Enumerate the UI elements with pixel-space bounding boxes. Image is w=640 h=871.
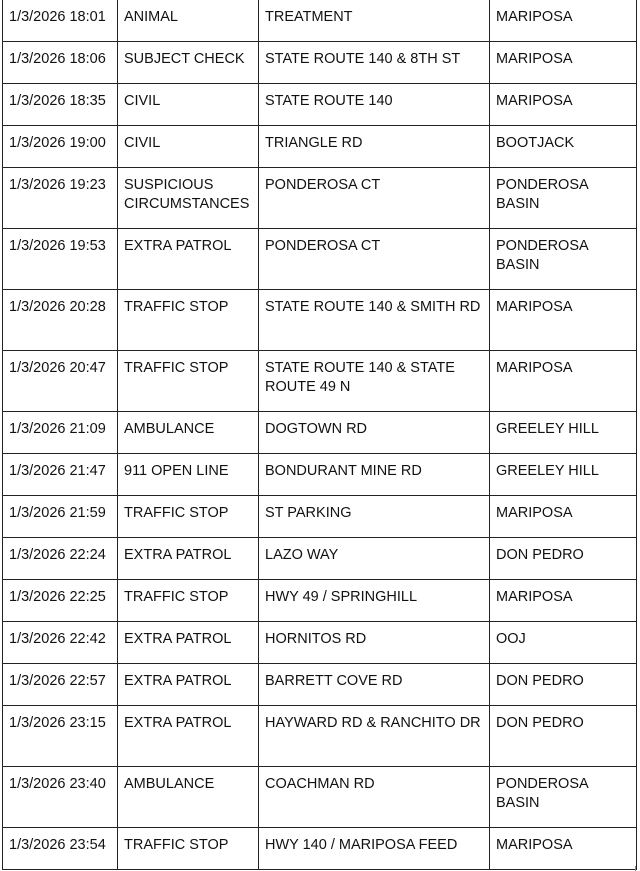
area-cell: MARIPOSA [490, 351, 637, 412]
table-row [3, 290, 637, 351]
table-row [3, 767, 637, 828]
location-cell: BONDURANT MINE RD [259, 454, 490, 496]
call-type-cell: TRAFFIC STOP [118, 828, 259, 870]
call-type-cell: TRAFFIC STOP [118, 496, 259, 538]
call-type-cell: EXTRA PATROL [118, 622, 259, 664]
datetime-cell: 1/3/2026 18:35 [3, 84, 118, 126]
call-type-cell: EXTRA PATROL [118, 706, 259, 767]
area-cell: MARIPOSA [490, 0, 637, 42]
table-row [3, 412, 637, 454]
table-row [3, 622, 637, 664]
call-type-cell: CIVIL [118, 126, 259, 168]
table-row [3, 580, 637, 622]
area-cell: DON PEDRO [490, 538, 637, 580]
area-cell: BOOTJACK [490, 126, 637, 168]
location-cell: TREATMENT [259, 0, 490, 42]
datetime-cell: 1/3/2026 23:54 [3, 828, 118, 870]
datetime-cell: 1/3/2026 19:23 [3, 168, 118, 229]
call-type-cell: AMBULANCE [118, 412, 259, 454]
area-cell: MARIPOSA [490, 290, 637, 351]
location-cell: BARRETT COVE RD [259, 664, 490, 706]
table-row [3, 0, 637, 42]
table-row [3, 496, 637, 538]
datetime-cell: 1/3/2026 23:40 [3, 767, 118, 828]
table-row [3, 454, 637, 496]
table-row [3, 828, 637, 870]
call-type-cell: TRAFFIC STOP [118, 580, 259, 622]
location-cell: LAZO WAY [259, 538, 490, 580]
location-cell: TRIANGLE RD [259, 126, 490, 168]
area-cell: MARIPOSA [490, 84, 637, 126]
datetime-cell: 1/3/2026 18:06 [3, 42, 118, 84]
table-row [3, 126, 637, 168]
call-log-table [2, 0, 637, 870]
table-row [3, 42, 637, 84]
table-row [3, 229, 637, 290]
location-cell: STATE ROUTE 140 & 8TH ST [259, 42, 490, 84]
call-type-cell: 911 OPEN LINE [118, 454, 259, 496]
table-row [3, 84, 637, 126]
area-cell: MARIPOSA [490, 828, 637, 870]
table-row [3, 168, 637, 229]
location-cell: STATE ROUTE 140 & SMITH RD [259, 290, 490, 351]
table-row [3, 664, 637, 706]
datetime-cell: 1/3/2026 21:59 [3, 496, 118, 538]
location-cell: HORNITOS RD [259, 622, 490, 664]
area-cell: MARIPOSA [490, 580, 637, 622]
datetime-cell: 1/3/2026 22:42 [3, 622, 118, 664]
location-cell: STATE ROUTE 140 [259, 84, 490, 126]
area-cell: PONDEROSA BASIN [490, 229, 637, 290]
location-cell: STATE ROUTE 140 & STATE ROUTE 49 N [259, 351, 490, 412]
location-cell: PONDEROSA CT [259, 229, 490, 290]
datetime-cell: 1/3/2026 20:47 [3, 351, 118, 412]
area-cell: MARIPOSA [490, 496, 637, 538]
location-cell: HWY 49 / SPRINGHILL [259, 580, 490, 622]
datetime-cell: 1/3/2026 21:09 [3, 412, 118, 454]
datetime-cell: 1/3/2026 19:53 [3, 229, 118, 290]
location-cell: COACHMAN RD [259, 767, 490, 828]
call-type-cell: TRAFFIC STOP [118, 290, 259, 351]
datetime-cell: 1/3/2026 19:00 [3, 126, 118, 168]
table-row [3, 538, 637, 580]
call-type-cell: SUBJECT CHECK [118, 42, 259, 84]
table-row [3, 706, 637, 767]
datetime-cell: 1/3/2026 21:47 [3, 454, 118, 496]
area-cell: DON PEDRO [490, 664, 637, 706]
area-cell: OOJ [490, 622, 637, 664]
area-cell: PONDEROSA BASIN [490, 168, 637, 229]
location-cell: PONDEROSA CT [259, 168, 490, 229]
location-cell: DOGTOWN RD [259, 412, 490, 454]
table-row [3, 351, 637, 412]
page-corner-mark [635, 866, 639, 871]
call-type-cell: EXTRA PATROL [118, 664, 259, 706]
call-log-body [3, 0, 637, 870]
datetime-cell: 1/3/2026 22:25 [3, 580, 118, 622]
call-type-cell: TRAFFIC STOP [118, 351, 259, 412]
call-type-cell: EXTRA PATROL [118, 538, 259, 580]
location-cell: ST PARKING [259, 496, 490, 538]
datetime-cell: 1/3/2026 22:24 [3, 538, 118, 580]
area-cell: MARIPOSA [490, 42, 637, 84]
area-cell: GREELEY HILL [490, 412, 637, 454]
area-cell: PONDEROSA BASIN [490, 767, 637, 828]
location-cell: HAYWARD RD & RANCHITO DR [259, 706, 490, 767]
datetime-cell: 1/3/2026 23:15 [3, 706, 118, 767]
datetime-cell: 1/3/2026 22:57 [3, 664, 118, 706]
call-type-cell: SUSPICIOUS CIRCUMSTANCES [118, 168, 259, 229]
area-cell: DON PEDRO [490, 706, 637, 767]
area-cell: GREELEY HILL [490, 454, 637, 496]
datetime-cell: 1/3/2026 18:01 [3, 0, 118, 42]
call-type-cell: EXTRA PATROL [118, 229, 259, 290]
call-type-cell: CIVIL [118, 84, 259, 126]
call-type-cell: AMBULANCE [118, 767, 259, 828]
location-cell: HWY 140 / MARIPOSA FEED [259, 828, 490, 870]
call-type-cell: ANIMAL [118, 0, 259, 42]
datetime-cell: 1/3/2026 20:28 [3, 290, 118, 351]
